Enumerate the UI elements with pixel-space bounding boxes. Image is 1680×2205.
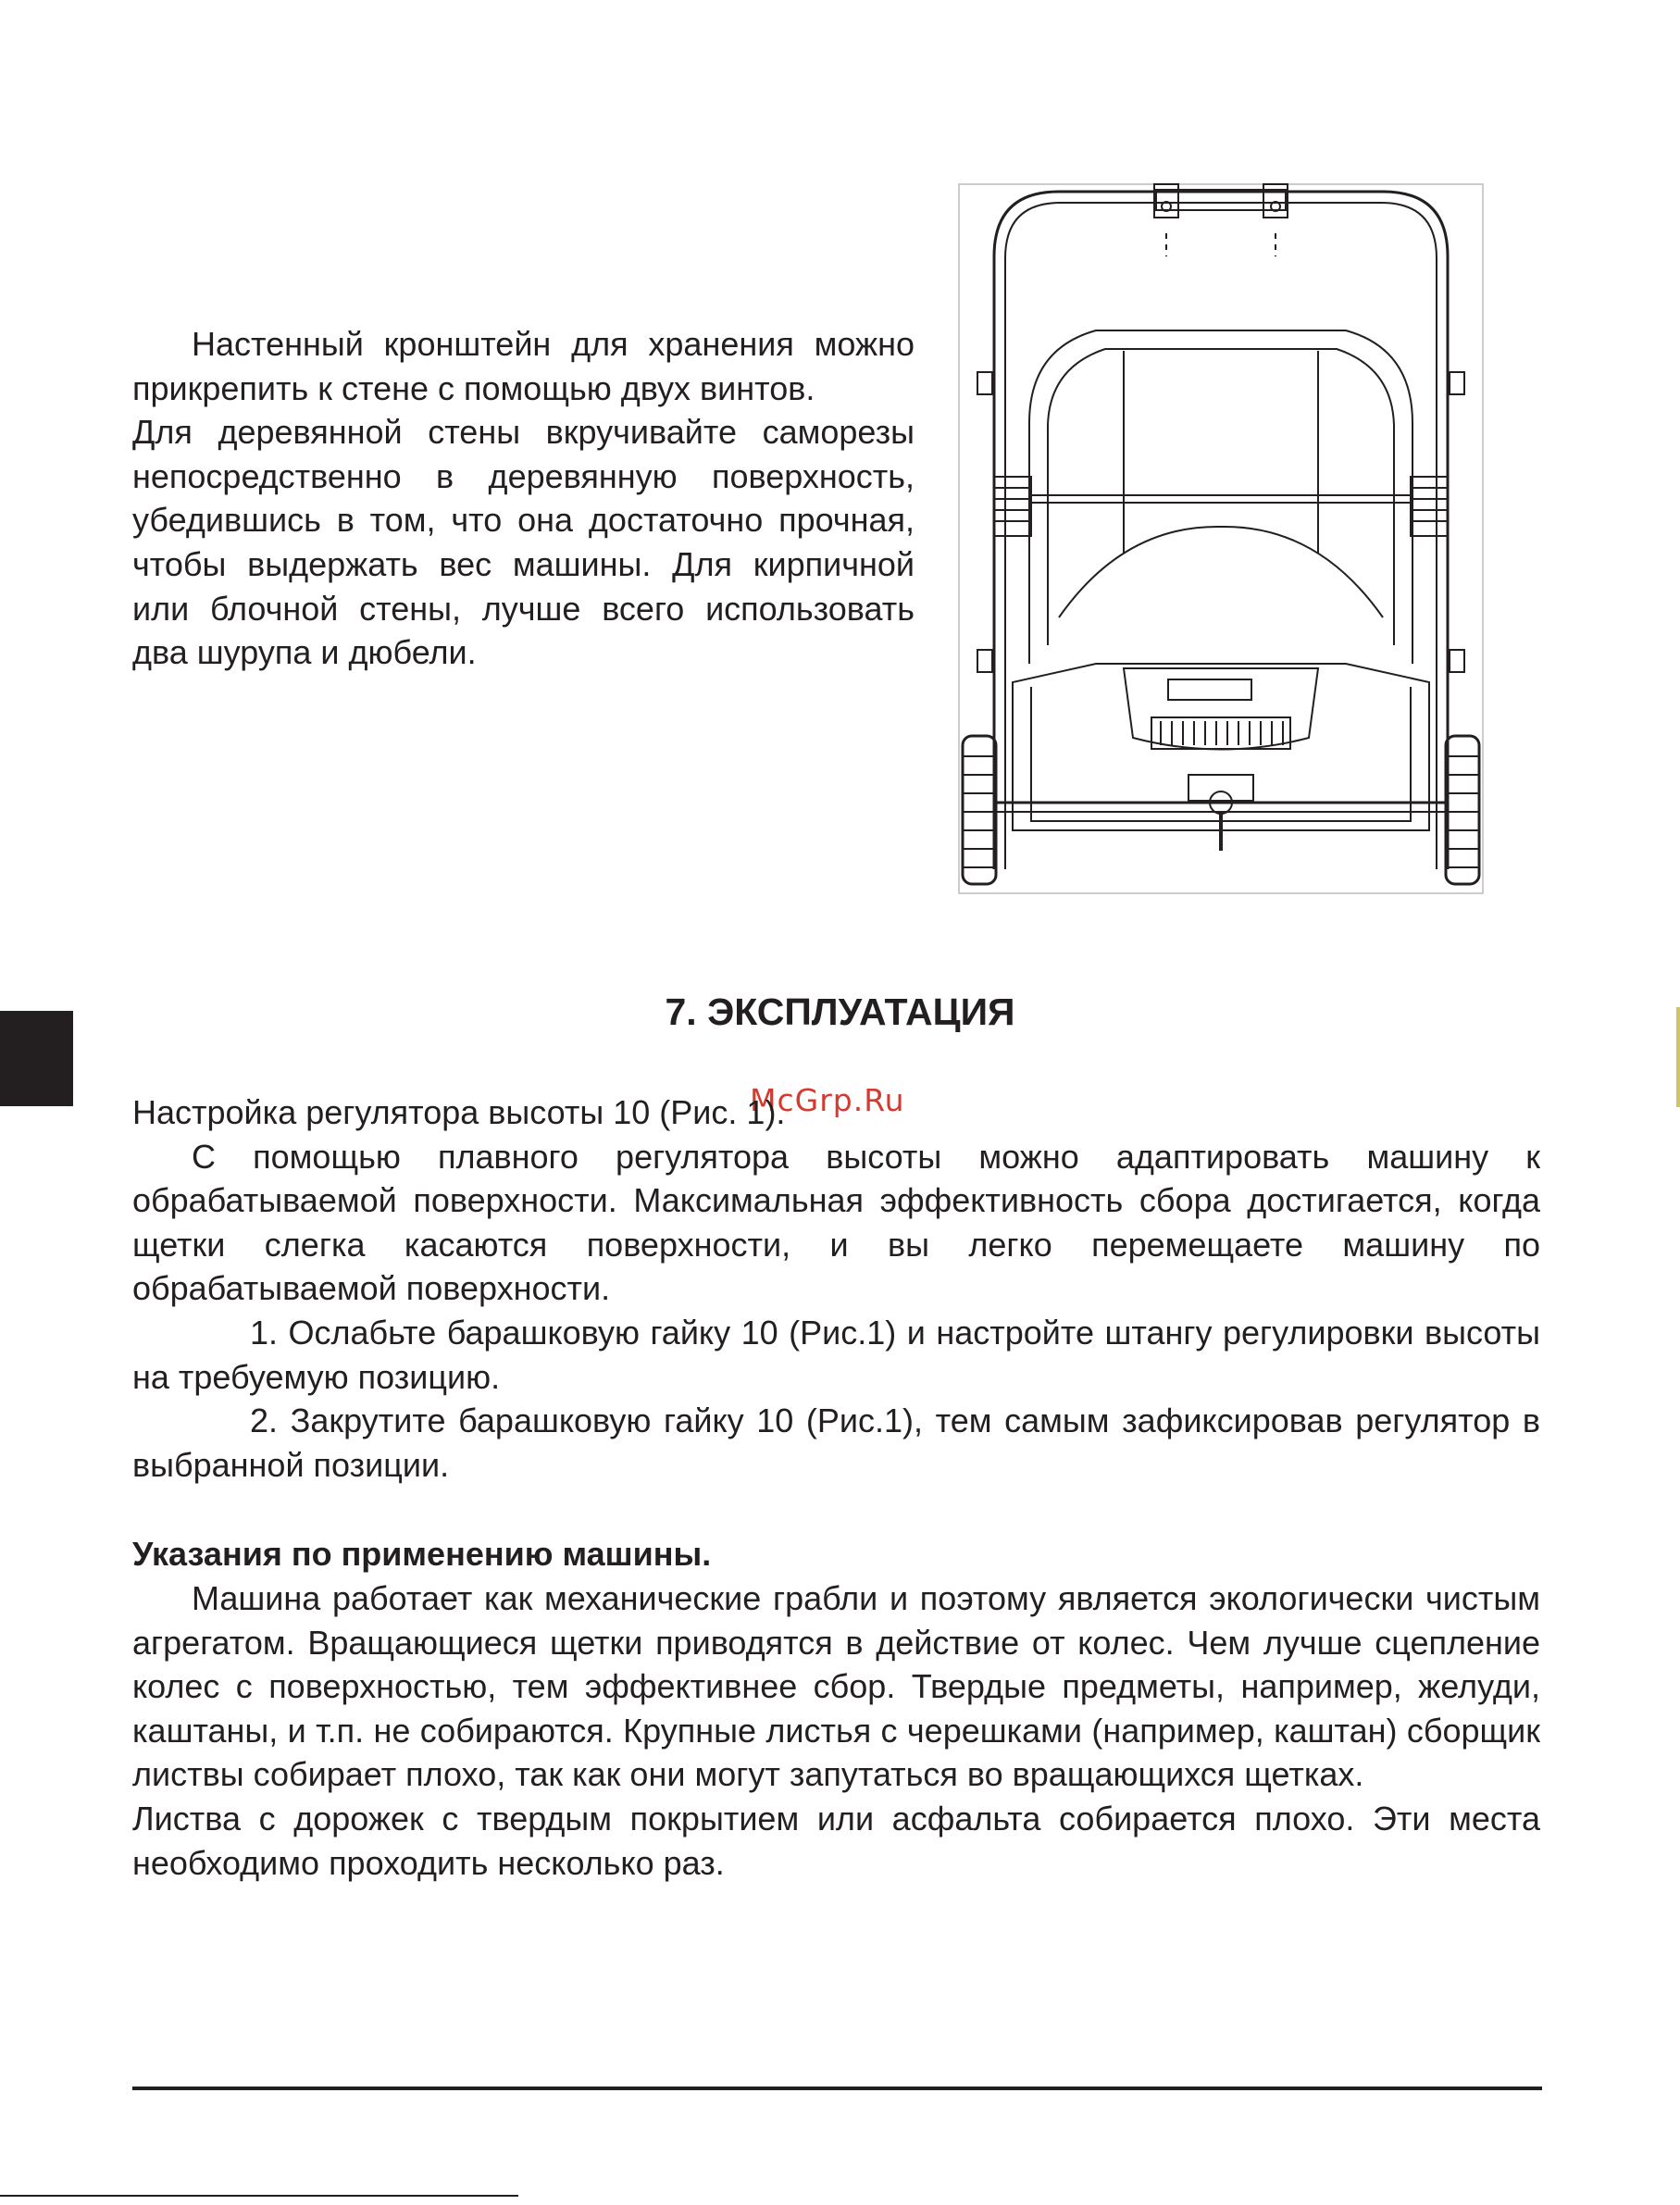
step-2: 2. Закрутите барашковую гайку 10 (Рис.1), тем самым зафиксировав регулятор в выбранной позиции. [132,1401,1540,1484]
usage-paragraph-1: Машина работает как механические грабли и поэтому является экологически чистым агрегатом. Вращающиеся щетки приводятся в действие от колес. Чем лучше сцепление колес с поверхностью, тем эффективнее сбор. Твердые предметы, например, желуди, каштаны, и т.п. не собираются. Крупные листья с черешками (например, каштан) сборщик листвы собирает плохо, так как они могут запутаться во вращающихся щетках. [132,1578,1540,1794]
intro-paragraph-2: Для деревянной стены вкручивайте саморезы непосредственно в деревянную поверхность, убедившись в том, что она достаточно прочная, чтобы выдержать вес машины. Для кирпичной или блочной стены, лучше всего использовать два шурупа и дюбели. [132,413,915,672]
footer-divider [132,2087,1542,2090]
usage-paragraph-2: Листва с дорожек с твердым покрытием или асфальта собирается плохо. Эти места необходимо проходить несколько раз. [132,1799,1540,1882]
leaf-sweeper-diagram-icon [957,182,1485,895]
watermark: McGrp.Ru [750,1082,905,1118]
operation-text [132,1090,1540,1885]
bottom-edge-line [0,2195,518,2197]
step-1: 1. Ослабьте барашковую гайку 10 (Рис.1) и настройте штангу регулировки высоты на требуемую позицию. [132,1313,1540,1396]
height-adjuster-description: С помощью плавного регулятора высоты можно адаптировать машину к обрабатываемой поверхности. Максимальная эффективность сбора достигается, когда щетки слегка касаются поверхности, и вы легко перемещаете машину по обрабатываемой поверхности. [132,1137,1540,1308]
height-adjuster-title: Настройка регулятора высоты 10 (Рис. 1). [132,1093,786,1131]
intro-paragraph-1: Настенный кронштейн для хранения можно прикрепить к стене с помощью двух винтов. [132,325,915,407]
sweeper-figure [957,182,1485,895]
usage-heading: Указания по применению машины. [132,1535,712,1574]
intro-text [132,322,915,675]
section-title: 7. ЭКСПЛУАТАЦИЯ [665,990,1015,1033]
